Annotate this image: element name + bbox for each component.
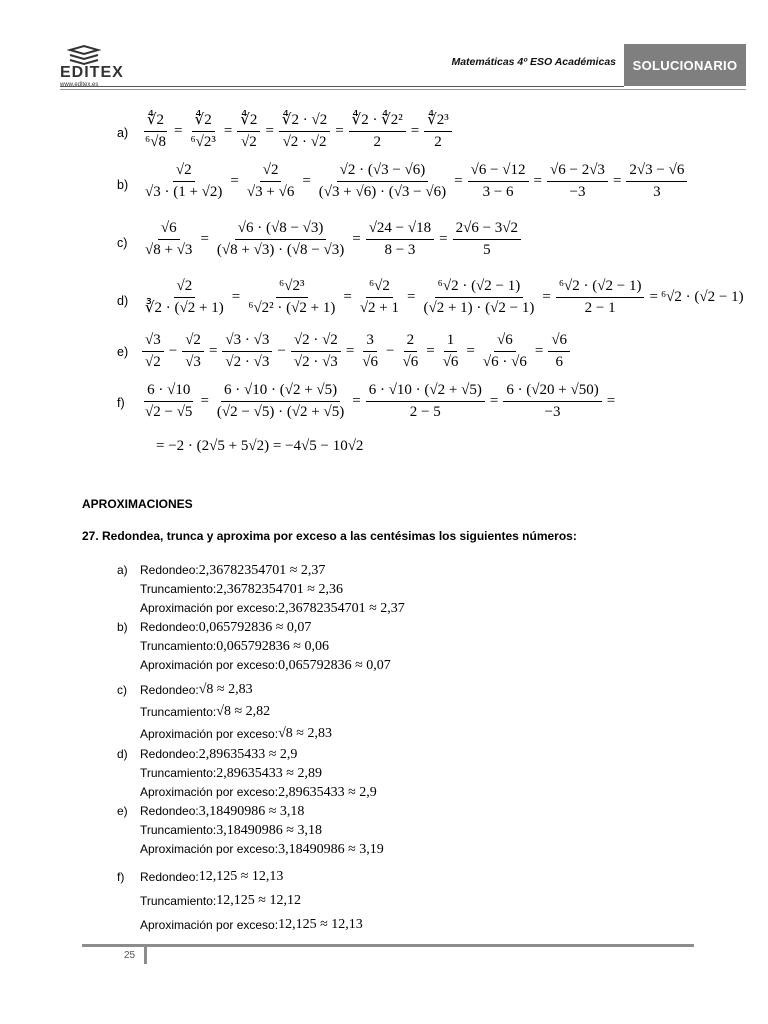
list-item: Truncamiento: √8 ≈ 2,82 [140,704,271,719]
list-item: Truncamiento: 2,36782354701 ≈ 2,36 [140,582,343,597]
item-b-label: b) [117,178,129,192]
list-item: Aproximación por exceso: √8 ≈ 2,83 [140,726,332,741]
item-d-label: d) [117,294,129,308]
book-stack-icon [66,44,102,66]
item-a-label: a) [117,126,129,140]
item-f-expression: $\frac{6 \cdot √10}{√2 - √5}$ = $\frac{6 \cdot √10 \cdot (√2 + √5)}{(√2 - √5) \cdot (√2 + √5)}$ = $\frac{6 \cdot √10 \cdot (√2 + √5)}{2 - 5}$ = $\frac{6 \cdot (√20 + √50)}{-3}$ = [145,382,616,420]
footer-divider [82,944,694,947]
list-item: f) Redondeo: 12,125 ≈ 12,13 [117,865,405,889]
item-a-expression: $\frac{∜2}{\text{⁶√8}}$ = $\frac{∜2}{\text{⁶√2³}}$ = $\frac{∜2}{√2}$ = $\frac{∜2 \cdot √2}{√2 \cdot √2}$ = $\frac{\text{∜2 · ∜2²}}{2}$ = $\frac{\text{∜2³}}{2}$ [140,112,454,150]
solucionario-badge: SOLUCIONARIO [624,44,746,86]
page-number: 25 [124,950,136,961]
list-item: Truncamiento: 12,125 ≈ 12,12 [140,893,301,908]
list-item: b) Redondeo: 0,065792836 ≈ 0,07 [117,620,312,635]
item-e-expression: $\frac{√3}{√2}$ − $\frac{√2}{√3}$ = $\frac{√3 \cdot √3}{√2 \cdot √3}$ − $\frac{√2 \cdot √2}{√2 \cdot √3}$ = $\frac{3}{√6}$ − $\frac{2}{√6}$ = $\frac{1}{√6}$ = $\frac{√6}{√6 \cdot √6}$ = $\frac{√6}{6}$ [140,332,572,370]
footer-page-marker [144,944,147,964]
list-item: a) Redondeo: 2,36782354701 ≈ 2,37 [117,563,326,578]
item-label: d) [117,747,128,761]
item-label: b) [117,620,128,634]
list-item: Aproximación por exceso: 2,89635433 ≈ 2,9 [140,785,377,800]
list-item: Aproximación por exceso: 3,18490986 ≈ 3,19 [140,842,384,857]
list-item: Truncamiento: 3,18490986 ≈ 3,18 [140,823,322,838]
editex-logo [60,44,140,92]
list-item: Truncamiento: 0,065792836 ≈ 0,06 [140,639,329,654]
item-c-label: c) [117,236,128,250]
header-divider-secondary [60,89,746,90]
list-item: Truncamiento: 2,89635433 ≈ 2,89 [140,766,322,781]
item-f-label: f) [117,396,125,410]
item-d-expression: $\frac{√2}{∛2 \cdot (√2 + 1)}$ = $\frac{\text{⁶√2³}}{\text{⁶√2² · (√2 + 1)}}$ = $\frac{\text{⁶√2}}{√2 + 1}$ = $\frac{\text{⁶√2 · (√2 − 1)}}{(√2 + 1) \cdot (√2 - 1)}$ = $\frac{\text{⁶√2 · (√2 − 1)}}{2 - 1}$ = ⁶√2 · (√2 − 1) [145,278,744,316]
list-item: Aproximación por exceso: 0,065792836 ≈ 0,07 [140,658,391,673]
item-label: f) [117,870,125,884]
item-label: c) [117,683,127,697]
item-c-expression: $\frac{√6}{√8 + √3}$ = $\frac{√6 \cdot (√8 - √3)}{(√8 + √3) \cdot (√8 - √3)}$ = $\frac{√24 - √18}{8 - 3}$ = $\frac{2√6 - 3√2}{5}$ [140,220,523,258]
item-label: a) [117,563,128,577]
section-title: APROXIMACIONES [82,497,193,511]
list-item: e) Redondeo: 3,18490986 ≈ 3,18 [117,804,305,819]
list-item: Aproximación por exceso: 12,125 ≈ 12,13 [140,917,363,932]
item-f-expression-continued: = −2 · (2√5 + 5√2) = −4√5 − 10√2 [156,438,364,454]
list-item: d) Redondeo: 2,89635433 ≈ 2,9 [117,747,298,762]
header-divider [60,86,624,87]
approximation-list [117,561,405,937]
book-title: Matemáticas 4º ESO Académicas [451,56,616,68]
logo-url: www.editex.es [60,82,99,88]
exercise-statement: 27. Redondea, trunca y aproxima por exceso a las centésimas los siguientes números: [82,529,577,543]
page-header [0,0,768,100]
logo-text: EDITEX [60,64,124,81]
item-label: e) [117,804,128,818]
item-e-label: e) [117,345,129,359]
item-b-expression: $\frac{√2}{√3 \cdot (1 + √2)}$ = $\frac{√2}{√3 + √6}$ = $\frac{√2 \cdot (√3 - √6)}{(√3 + √6) \cdot (√3 - √6)}$ = $\frac{√6 - √12}{3 - 6}$ = $\frac{√6 - 2√3}{-3}$ = $\frac{2√3 - √6}{3}$ [140,162,689,200]
list-item: c) Redondeo: √8 ≈ 2,83 [117,679,405,701]
list-item: Aproximación por exceso: 2,36782354701 ≈ 2,37 [140,601,405,616]
